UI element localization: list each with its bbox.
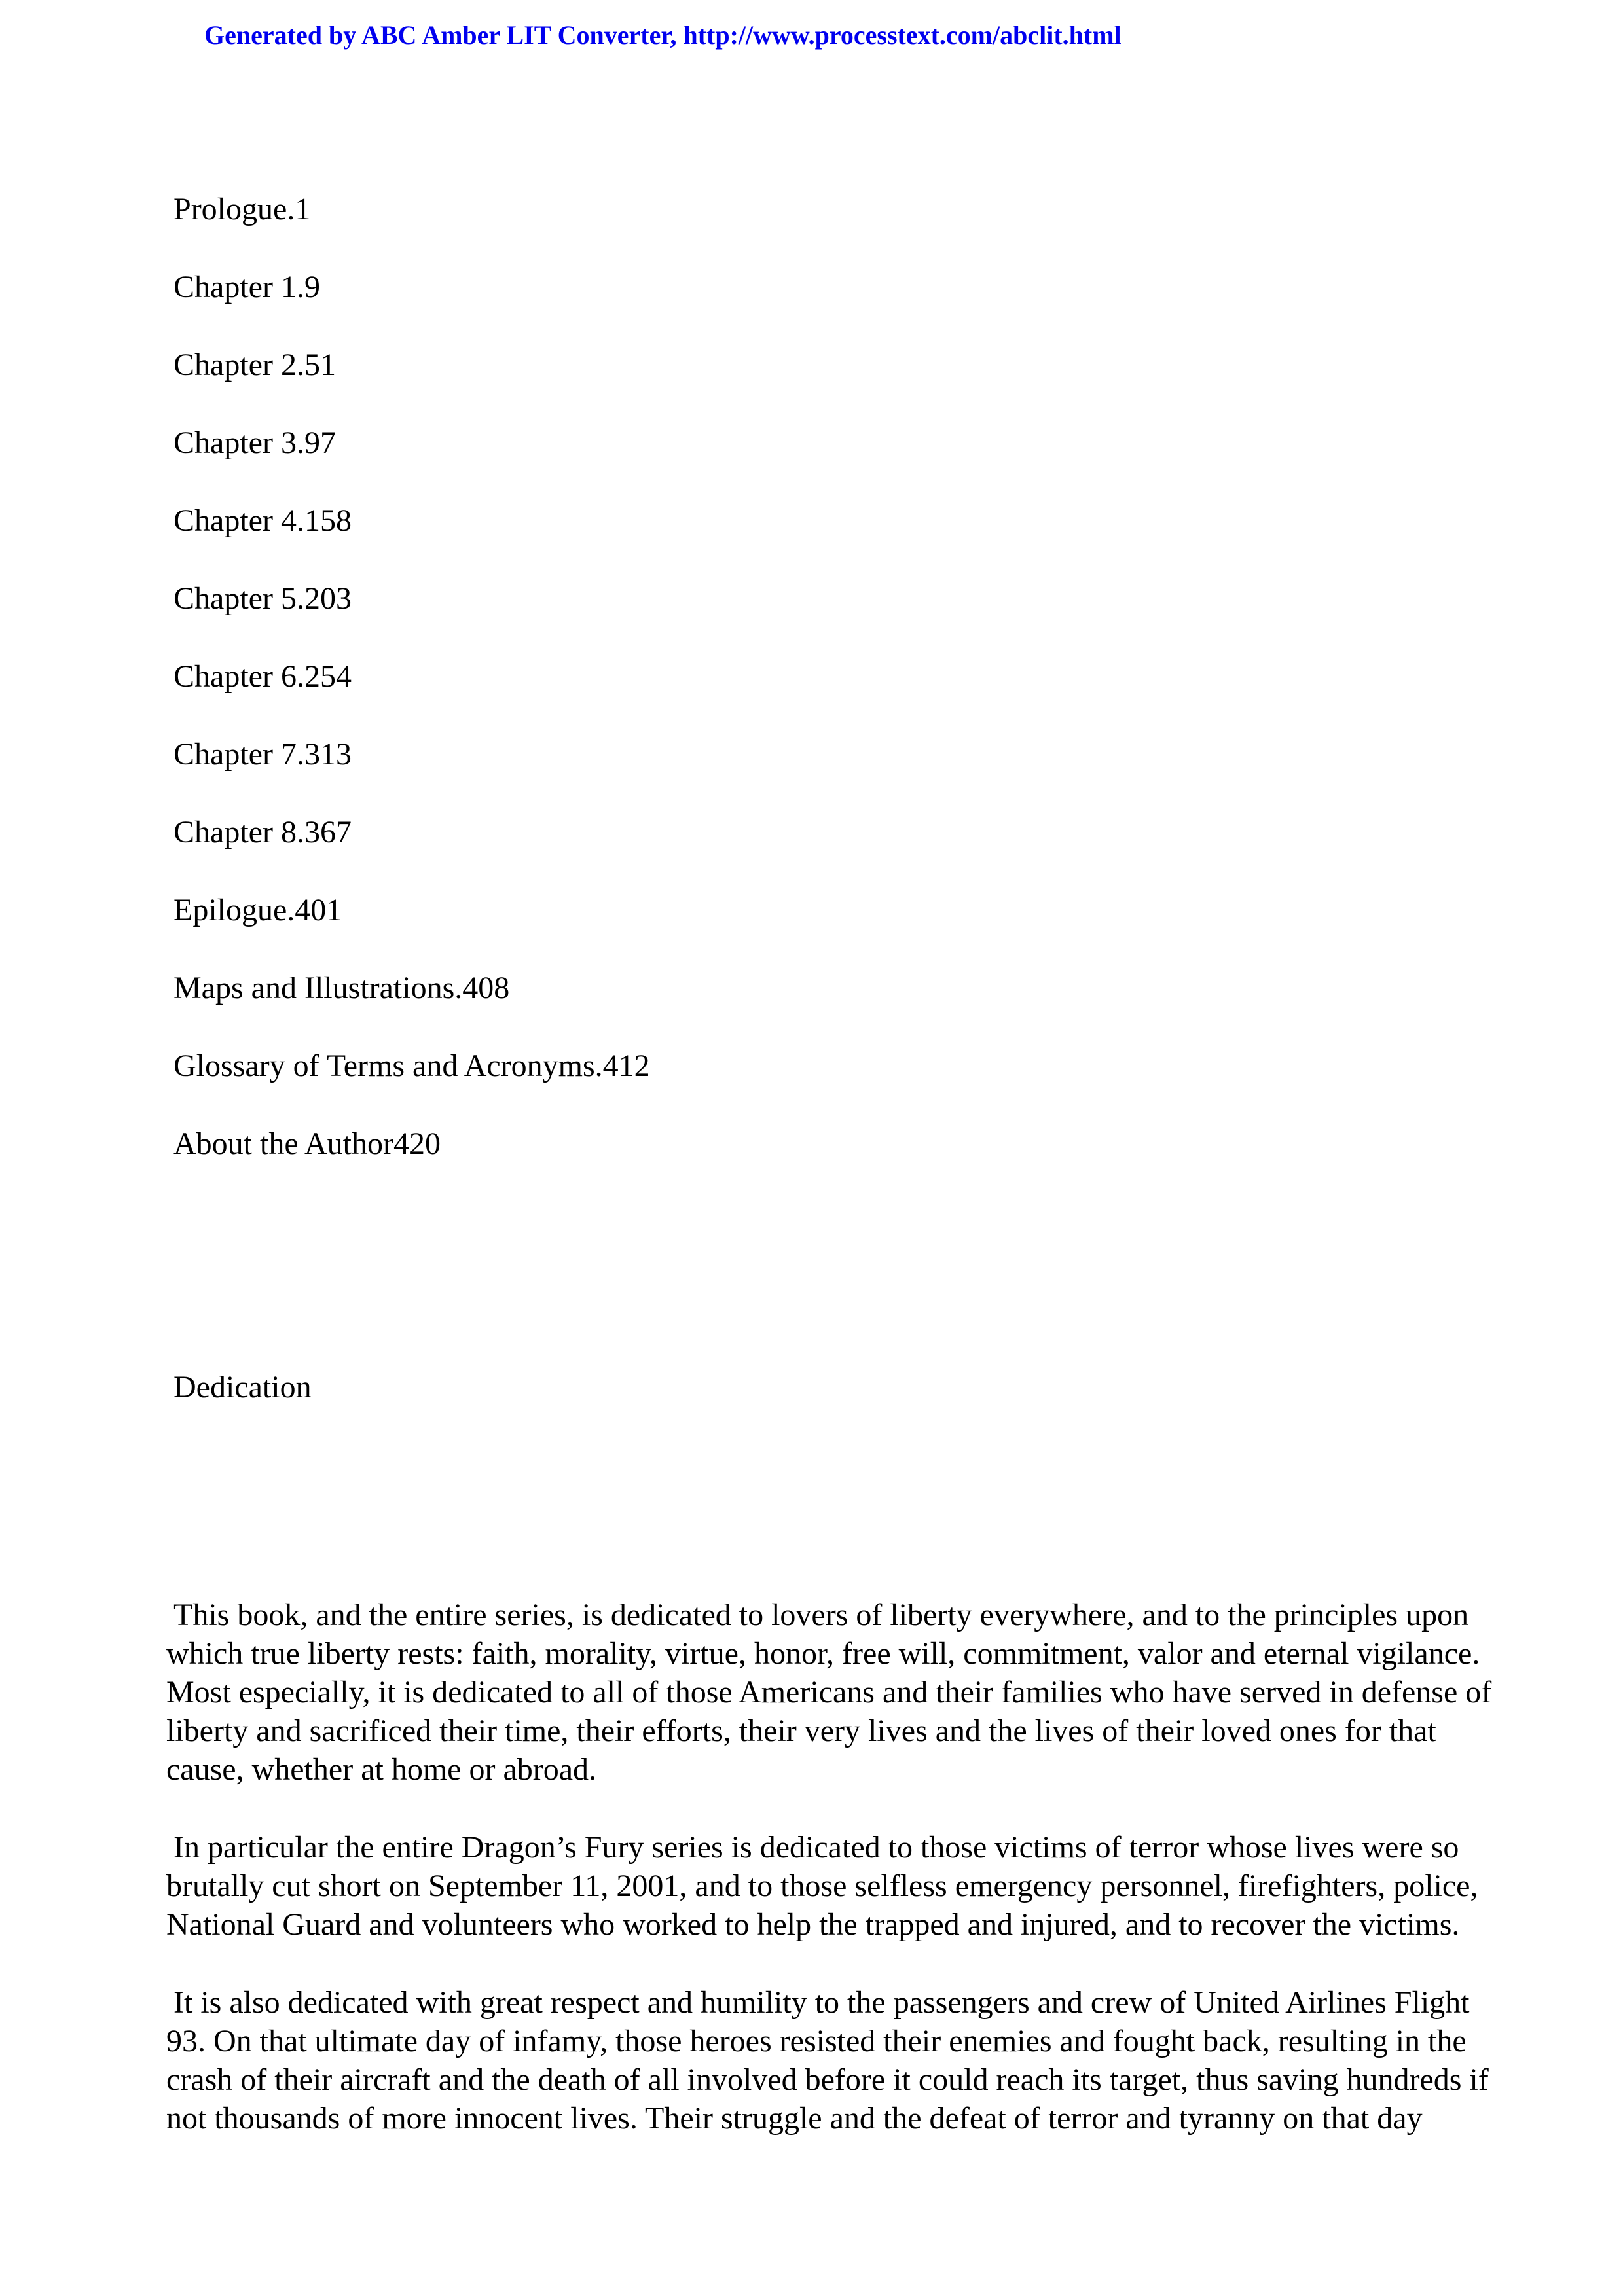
toc-entry-chapter-6: Chapter 6.254 [173, 659, 352, 694]
toc-entry-chapter-5: Chapter 5.203 [173, 581, 352, 616]
toc-entry-maps: Maps and Illustrations.408 [173, 971, 510, 1005]
converter-banner-link[interactable]: Generated by ABC Amber LIT Converter, http://www.processtext.com/abclit.html [204, 20, 1122, 50]
toc-entry-prologue: Prologue.1 [173, 192, 311, 226]
text-line: liberty and sacrificed their time, their efforts, their very lives and the lives of their loved ones for that [166, 1713, 1436, 1748]
text-line: cause, whether at home or abroad. [166, 1752, 597, 1787]
toc-entry-glossary: Glossary of Terms and Acronyms.412 [173, 1049, 650, 1083]
text-line: brutally cut short on September 11, 2001, and to those selfless emergency personnel, firefighters, police, [166, 1869, 1478, 1903]
text-line: crash of their aircraft and the death of all involved before it could reach its target, thus saving hundreds if [166, 2062, 1489, 2097]
text-line: not thousands of more innocent lives. Their struggle and the defeat of terror and tyranny on that day [166, 2101, 1423, 2136]
toc-entry-chapter-3: Chapter 3.97 [173, 425, 336, 460]
dedication-paragraph [166, 1983, 1489, 2138]
text-line: In particular the entire Dragon’s Fury series is dedicated to those victims of terror whose lives were so [173, 1830, 1459, 1865]
dedication-body [166, 1596, 1492, 2177]
text-line: It is also dedicated with great respect and humility to the passengers and crew of United Airlines Flight [173, 1985, 1470, 2020]
text-line: Most especially, it is dedicated to all of those Americans and their families who have served in defense of [166, 1675, 1492, 1710]
toc-entry-chapter-2: Chapter 2.51 [173, 348, 336, 382]
dedication-paragraph [166, 1596, 1492, 1789]
dedication-paragraph [166, 1828, 1482, 1944]
text-line: which true liberty rests: faith, morality, virtue, honor, free will, commitment, valor and eternal vigilance. [166, 1636, 1480, 1671]
text-line: This book, and the entire series, is dedicated to lovers of liberty everywhere, and to the principles upon [173, 1598, 1469, 1632]
toc-entry-epilogue: Epilogue.401 [173, 893, 342, 927]
dedication-heading: Dedication [173, 1370, 312, 1405]
toc-entry-chapter-1: Chapter 1.9 [173, 270, 320, 304]
toc-entry-chapter-4: Chapter 4.158 [173, 503, 352, 538]
toc-entry-chapter-7: Chapter 7.313 [173, 737, 352, 772]
text-line: 93. On that ultimate day of infamy, those heroes resisted their enemies and fought back, resulting in the [166, 2024, 1467, 2058]
text-line: National Guard and volunteers who worked to help the trapped and injured, and to recover the victims. [166, 1907, 1460, 1942]
table-of-contents [173, 190, 650, 1202]
toc-entry-about-author: About the Author420 [173, 1126, 441, 1161]
toc-entry-chapter-8: Chapter 8.367 [173, 815, 352, 850]
